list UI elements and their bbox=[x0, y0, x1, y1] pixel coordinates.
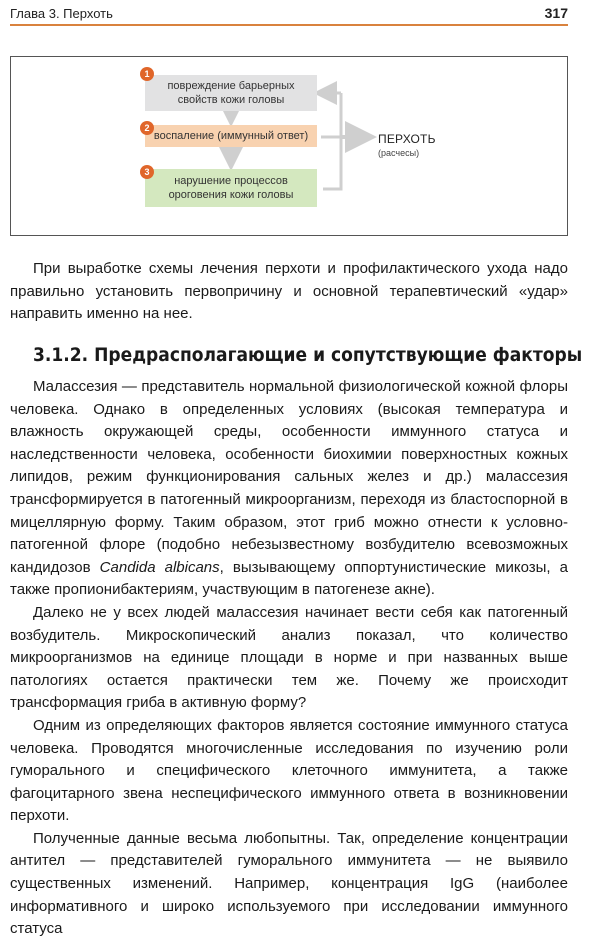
section-title: 3.1.2. Предрасполагающие и сопутствующие факторы bbox=[33, 344, 583, 366]
step-3-line-1: нарушение процессов bbox=[174, 175, 288, 187]
step-keratinization bbox=[145, 169, 317, 207]
species-name: Candida albicans bbox=[99, 558, 220, 576]
main-text bbox=[10, 376, 568, 941]
dandruff-cause-diagram bbox=[10, 56, 568, 236]
step-2-line-1: воспаление (иммунный ответ) bbox=[153, 130, 309, 142]
paragraph-4: Полученные данные весьма любопытны. Так, определение концентрации антител — представителей гуморального иммунитета — не выявило существенных изменений. Например, концентрация IgG (наиболее информативного и широко используемого при исследовании иммунного статуса bbox=[10, 829, 568, 938]
page-number: 317 bbox=[544, 5, 568, 21]
step-1-line-2: свойств кожи головы bbox=[177, 94, 285, 106]
paragraph-2: Далеко не у всех людей малассезия начинает вести себя как патогенный возбудитель. Микроскопический анализ показал, что количество микроорганизмов на единице площади в норме и при названных выше патологиях остается практически тем же. Почему же происходит трансформация гриба в активную форму? bbox=[10, 603, 568, 712]
result-label: ПЕРХОТЬ bbox=[378, 132, 436, 146]
paragraph-1 bbox=[10, 376, 568, 602]
step-3-badge: 3 bbox=[140, 165, 154, 179]
result-sublabel: (расчесы) bbox=[378, 148, 420, 158]
paragraph-1-part-2: , вызывающему оппортунистические микозы, а также пропионибактериям, участвующим в патогенезе акне). bbox=[10, 558, 569, 599]
step-barrier-damage bbox=[145, 75, 317, 111]
step-inflammation bbox=[145, 125, 317, 147]
header-rule bbox=[10, 24, 568, 26]
paragraph-1-part-1: Малассезия — представитель нормальной физиологической кожной флоры человека. Однако в определенных условиях (высокая температура и влажность окружающей среды, особенности иммунного статуса и наследственности человека, особенности биохимии поверхностных кожных липидов, режим функционирования сальных желез и др.) малассезия трансформируется в патогенный микроорганизм, переходя из бластоспорной в мицеллярную форму. Таким образом, этот гриб можно отнести к условно-патогенной флоре (подобно небезызвестному возбудителю всевозможных кандидозов bbox=[10, 378, 568, 576]
step-2-badge: 2 bbox=[140, 121, 154, 135]
paragraph-3: Одним из определяющих факторов является состояние иммунного статуса человека. Проводятся многочисленные исследования по изучению роли гуморального и специфического клеточного иммунитета, а также фагоцитарного звена неспецифического иммунного ответа в возникновении перхоти. bbox=[10, 716, 568, 825]
step-1-line-1: повреждение барьерных bbox=[167, 80, 295, 92]
intro-paragraph: При выработке схемы лечения перхоти и профилактического ухода надо правильно установить первопричину и основной терапевтический «удар» направить именно на нее. bbox=[10, 260, 568, 323]
feedback-bracket bbox=[323, 93, 341, 189]
chapter-title: Глава 3. Перхоть bbox=[10, 6, 113, 21]
step-3-line-2: ороговения кожи головы bbox=[168, 189, 294, 201]
running-header bbox=[10, 4, 568, 24]
step-1-badge: 1 bbox=[140, 67, 154, 81]
intro-paragraph-block bbox=[10, 258, 568, 326]
